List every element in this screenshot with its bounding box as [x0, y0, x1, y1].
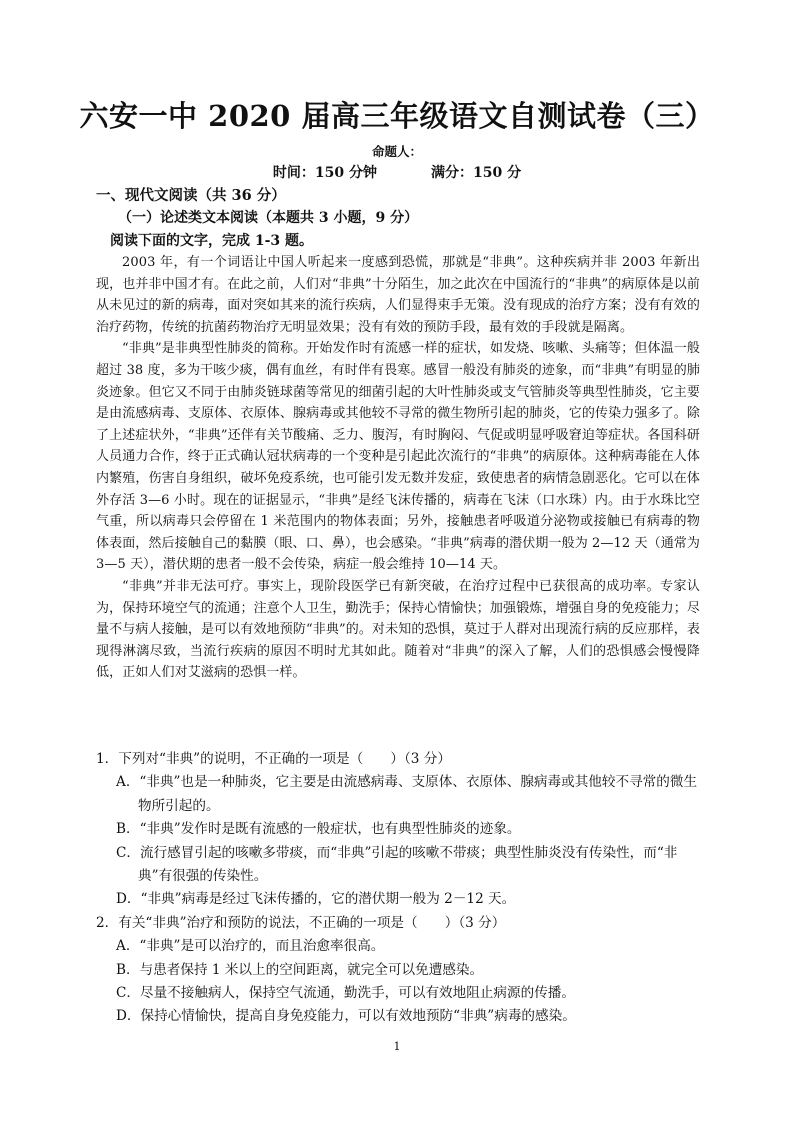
question-option: A．“非典”是可以治疗的，而且治愈率很高。 — [116, 938, 385, 955]
exam-score: 满分：150 分 — [431, 165, 522, 181]
question-list — [96, 748, 706, 1029]
question-option: A．“非典”也是一种肺炎，它主要是由流感病毒、支原体、衣原体、腺病毒或其他较不寻常的微生物所引起的。 — [116, 774, 698, 814]
exam-time: 时间：150 分钟 — [272, 165, 377, 181]
page-number: 1 — [393, 1040, 401, 1053]
question-option: D．“非典”病毒是经过飞沫传播的，它的潜伏期一般为 2－12 天。 — [116, 891, 516, 908]
question-option: B．与患者保持 1 米以上的空间距离，就完全可以免遭感染。 — [116, 961, 484, 978]
passage-paragraph: “非典”是非典型性肺炎的简称。开始发作时有流感一样的症状，如发烧、咳嗽、头痛等；但体温一般超过 38 度，多为干咳少痰，偶有血丝，有时伴有畏寒。感冒一般没有肺炎的迹象，而“非典”有明显的肺炎迹象。但它又不同于由肺炎链球菌等常见的细菌引起的大叶性肺炎或支气管肺炎等典型性肺炎，它主要是由流感病毒、支原体、衣原体、腺病毒或其他较不寻常的微生物所引起的肺炎，它的传染力强多了。除了上述症状外，“非典”还伴有关节酸痛、乏力、腹泻，有时胸闷、气促或明显呼吸窘迫等症状。各国科研人员通力合作，终于正式确认冠状病毒的一个变种是引起此次流行的“非典”的病原体。这种病毒能在人体内繁殖，伤害自身组织，破坏免疫系统，也可能引发无数并发症，致使患者的病情急剧恶化。它可以在体外存活 3—6 小时。现在的证据显示，“非典”是经飞沫传播的，病毒在飞沫（口水珠）内。由于水珠比空气重，所以病毒只会停留在 1 米范围内的物体表面；另外，接触患者呼吸道分泌物或接触已有病毒的物体表面，然后接触自己的黏膜（眼、口、鼻），也会感染。“非典”病毒的潜伏期一般为 2—12 天（通常为 3—5 天），潜伏期的患者一般不会传染，病症一般会维持 10—14 天。 — [96, 341, 700, 573]
time-score-line — [0, 162, 794, 182]
section-subheading: （一）论述类文本阅读（本题共 3 小题，9 分） — [118, 210, 419, 226]
question-option: B．“非典”发作时是既有流感的一般症状，也有典型性肺炎的迹象。 — [116, 821, 521, 838]
question-stem: 2．有关“非典”治疗和预防的说法，不正确的一项是（ ）（3 分） — [96, 914, 506, 931]
reading-passage — [96, 252, 700, 684]
question-option: C．尽量不接触病人，保持空气流通，勤洗手，可以有效地阻止病源的传播。 — [116, 985, 575, 1002]
reading-instruction: 阅读下面的文字，完成 1-3 题。 — [110, 233, 314, 249]
section-heading: 一、现代文阅读（共 36 分） — [96, 187, 286, 204]
question-option: D．保持心情愉快，提高自身免疫能力，可以有效地预防“非典”病毒的感染。 — [116, 1008, 576, 1025]
author-line: 命题人： — [371, 144, 422, 159]
question-option: C．流行感冒引起的咳嗽多带痰，而“非典”引起的咳嗽不带痰；典型性肺炎没有传染性，而“非典”有很强的传染性。 — [116, 844, 678, 885]
exam-title: 六安一中 2020 届高三年级语文自测试卷（三） — [79, 99, 715, 133]
question-stem: 1．下列对“非典”的说明，不正确的一项是（ ）（3 分） — [96, 751, 451, 767]
passage-paragraph: “非典”并非无法可疗。事实上，现阶段医学已有新突破，在治疗过程中已获很高的成功率。专家认为，保持环境空气的流通；注意个人卫生，勤洗手；保持心情愉快；加强锻炼，增强自身的免疫能力；尽量不与病人接触，是可以有效地预防“非典”的。对未知的恐惧，莫过于人群对出现流行病的反应那样，表现得淋漓尽致，当流行疾病的原因不明时尤其如此。随着对“非典”的深入了解，人们的恐惧感会慢慢降低，正如人们对艾滋病的恐惧一样。 — [96, 578, 700, 681]
passage-paragraph: 2003 年，有一个词语让中国人听起来一度感到恐慌，那就是“非典”。这种疾病并非 2003 年新出现，也并非中国才有。在此之前，人们对“非典”十分陌生，加之此次在中国流行的“非典”的病原体是以前从未见过的新的病毒，面对突如其来的流行疾病，人们显得束手无策。没有现成的治疗方案；没有有效的治疗药物，传统的抗菌药物治疗无明显效果；没有有效的预防手段，最有效的手段就是隔离。 — [96, 255, 700, 335]
